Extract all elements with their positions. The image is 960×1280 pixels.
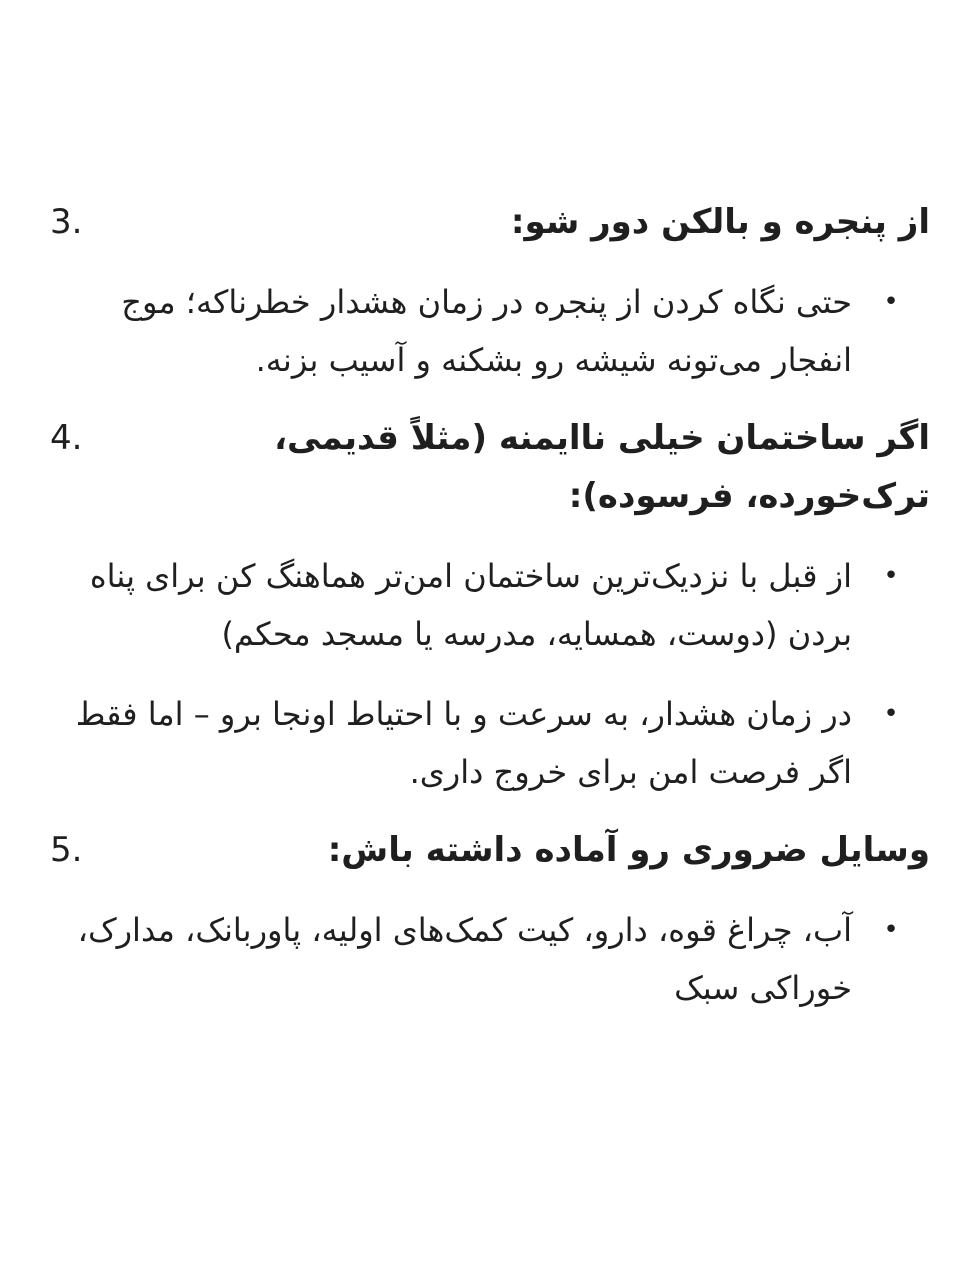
list-item — [50, 685, 930, 801]
section-number: 4. — [50, 418, 83, 458]
bullet-text: آب، چراغ قوه، دارو، کیت کمک‌های اولیه، پاوربانک، مدارک، خوراکی سبک — [77, 911, 852, 1007]
bullet-text: از قبل با نزدیک‌ترین ساختمان امن‌تر هماهنگ کن برای پناه بردن (دوست، همسایه، مدرسه یا مسجد محکم) — [89, 557, 852, 653]
bullet-list — [50, 901, 930, 1017]
section-heading — [50, 409, 930, 525]
document-content — [50, 193, 930, 1037]
list-item — [50, 547, 930, 663]
bullet-icon: • — [883, 915, 899, 945]
section-heading — [50, 193, 930, 251]
section-title: از پنجره و بالکن دور شو: — [510, 202, 930, 242]
section-title: اگر ساختمان خیلی ناایمنه (مثلاً قدیمی، ترک‌خورده، فرسوده): — [274, 418, 930, 516]
section-4 — [50, 409, 930, 801]
section-5 — [50, 821, 930, 1017]
bullet-text: در زمان هشدار، به سرعت و با احتیاط اونجا برو – اما فقط اگر فرصت امن برای خروج داری. — [75, 695, 852, 791]
bullet-icon: • — [883, 699, 899, 729]
section-heading — [50, 821, 930, 879]
section-3 — [50, 193, 930, 389]
section-number: 3. — [50, 202, 83, 242]
section-title: وسایل ضروری رو آماده داشته باش: — [327, 830, 930, 870]
bullet-icon: • — [883, 287, 899, 317]
list-item — [50, 901, 930, 1017]
bullet-text: حتی نگاه کردن از پنجره در زمان هشدار خطرناکه؛ موج انفجار می‌تونه شیشه رو بشکنه و آسیب بزنه. — [121, 283, 852, 379]
bullet-list — [50, 547, 930, 801]
bullet-list — [50, 273, 930, 389]
bullet-icon: • — [883, 561, 899, 591]
list-item — [50, 273, 930, 389]
section-number: 5. — [50, 830, 83, 870]
